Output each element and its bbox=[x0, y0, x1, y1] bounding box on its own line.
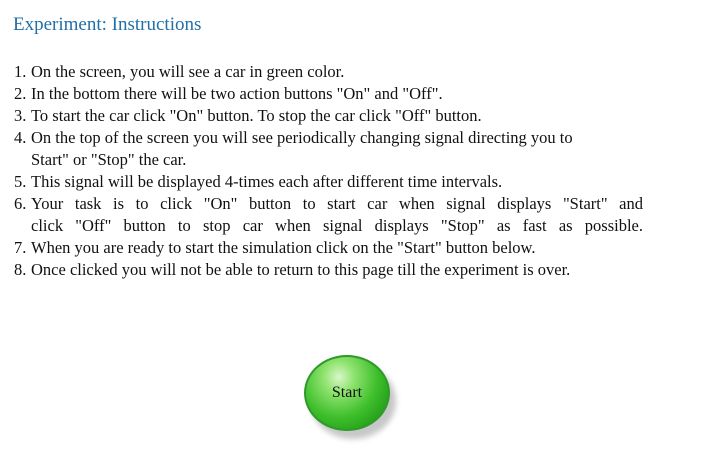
instruction-text-continued: click "Off" button to stop car when signal displays "Stop" as fast as possible. bbox=[31, 216, 643, 235]
instruction-text: When you are ready to start the simulation click on the "Start" button below. bbox=[31, 238, 536, 257]
instruction-item-3 bbox=[14, 105, 654, 127]
instruction-text: On the screen, you will see a car in green color. bbox=[31, 62, 345, 81]
start-button-wrapper bbox=[304, 355, 394, 437]
instruction-text-continued: Start" or "Stop" the car. bbox=[31, 150, 187, 169]
instruction-number: 2. bbox=[14, 84, 27, 103]
instruction-item-7 bbox=[14, 237, 654, 259]
instruction-text: In the bottom there will be two action buttons "On" and "Off". bbox=[31, 84, 443, 103]
instruction-text: This signal will be displayed 4-times each after different time intervals. bbox=[31, 172, 503, 191]
instruction-number: 1. bbox=[14, 62, 27, 81]
instructions-list bbox=[14, 61, 654, 281]
instruction-number: 4. bbox=[14, 128, 27, 147]
page-title: Experiment: Instructions bbox=[13, 14, 202, 35]
instruction-text: Your task is to click "On" button to start car when signal displays "Start" and bbox=[31, 194, 643, 213]
instruction-number: 5. bbox=[14, 172, 27, 191]
instruction-number: 7. bbox=[14, 238, 27, 257]
instruction-number: 8. bbox=[14, 260, 27, 279]
instruction-item-8 bbox=[14, 259, 654, 281]
instruction-text: To start the car click "On" button. To stop the car click "Off" button. bbox=[31, 106, 482, 125]
instruction-number: 3. bbox=[14, 106, 27, 125]
start-button[interactable]: Start bbox=[304, 355, 390, 431]
instruction-number: 6. bbox=[14, 194, 27, 213]
instruction-item-6 bbox=[14, 193, 654, 237]
instruction-item-2 bbox=[14, 83, 654, 105]
instruction-text: On the top of the screen you will see periodically changing signal directing you to bbox=[31, 128, 573, 147]
instruction-item-5 bbox=[14, 171, 654, 193]
instruction-item-1 bbox=[14, 61, 654, 83]
instruction-text: Once clicked you will not be able to return to this page till the experiment is over. bbox=[31, 260, 571, 279]
instruction-item-4 bbox=[14, 127, 654, 171]
